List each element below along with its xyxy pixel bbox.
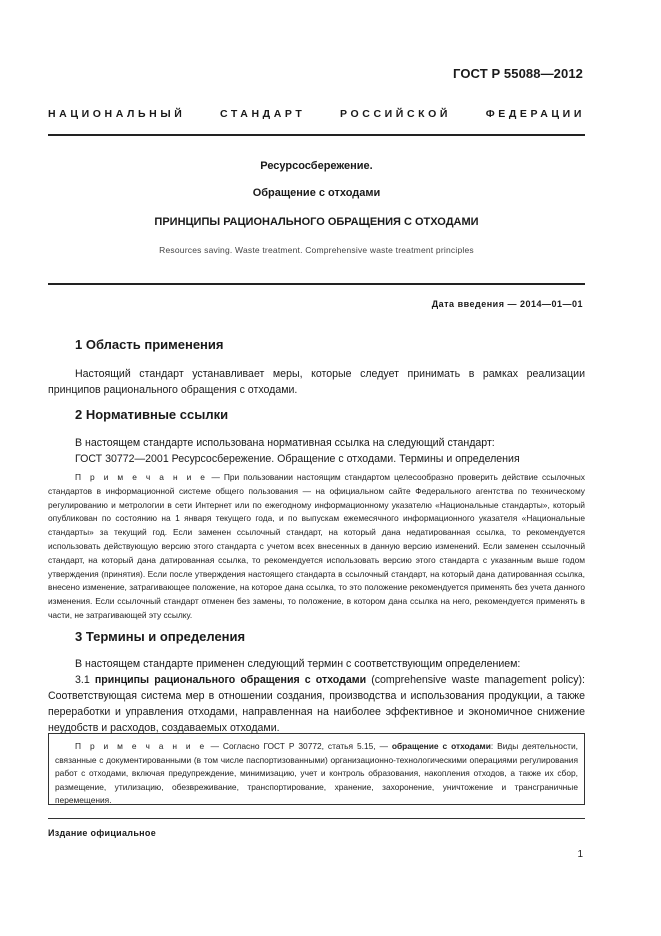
national-standard-word: ФЕДЕРАЦИИ — [485, 108, 585, 120]
page-number: 1 — [577, 849, 583, 860]
section-2-text — [48, 435, 585, 467]
section-2-line-1: В настоящем стандарте использована нормативная ссылка на следующий стандарт: — [75, 437, 495, 449]
section-2-line-2: ГОСТ 30772—2001 Ресурсосбережение. Обращение с отходами. Термины и определения — [75, 453, 520, 465]
title-divider — [48, 283, 585, 285]
section-3-line-1: В настоящем стандарте применен следующий термин с соответствующим определением: — [75, 658, 521, 670]
section-2-note — [48, 471, 585, 623]
section-3-text — [48, 656, 585, 736]
title-line-1: Ресурсосбережение. — [260, 160, 373, 172]
section-1-text — [48, 366, 585, 398]
footer-divider — [48, 818, 585, 819]
note-label: П р и м е ч а н и е — [75, 472, 208, 482]
section-1-paragraph: Настоящий стандарт устанавливает меры, которые следует принимать в рамках реализации принципов рационального обращения с отходами. — [48, 368, 585, 396]
edition-label: Издание официальное — [48, 828, 157, 838]
section-3-heading: 3 Термины и определения — [75, 629, 246, 644]
standard-number: ГОСТ Р 55088—2012 — [453, 66, 583, 81]
national-standard-word: НАЦИОНАЛЬНЫЙ — [48, 108, 186, 120]
term-number: 3.1 — [75, 674, 95, 686]
national-standard-heading — [48, 108, 585, 120]
note-text: — При пользовании настоящим стандартом целесообразно проверить действие ссылочных стандартов в информационной системе общего пользования — на официальном сайте Федерального агентства по техническому регулированию и метрологии в сети Интернет или по ежегодному информационному указателю «Национальные стандарты», который опубликован по состоянию на 1 января текущего года, и по выпускам ежемесячного информационного указателя «Национальные стандарты» за текущий год. Если заменен ссылочный стандарт, на который дана недатированная ссылка, то рекомендуется использовать действующую версию этого стандарта с учетом всех внесенных в данную версию изменений. Если заменен ссылочный стандарт, на который дана датированная ссылка, то рекомендуется использовать версию этого стандарта с указанным выше годом утверждения (принятия). Если после утверждения настоящего стандарта в ссылочный стандарт, на который дана датированная ссылка, внесено изменение, затрагивающее положение, на которое дана ссылка, то это положение рекомендуется применять без учета данного изменения. Если ссылочный стандарт отменен без замены, то положение, в котором дана ссылка на него, рекомендуется применять в части, не затрагивающей эту ссылку. — [48, 472, 585, 620]
section-2-heading: 2 Нормативные ссылки — [75, 407, 229, 422]
box-note-text: : Виды деятельности, связанные с документированными (в том числе паспортизованными) организационно-технологическими операциями регулирования работ с отходами, включая предупреждение, минимизацию, учет и контроль образования, накопления отходов, а также их сбор, размещение, утилизацию, обезвреживание, транспортирование, хранение, захоронение, уничтожение и трансграничные перемещения. — [55, 741, 578, 806]
national-standard-word: РОССИЙСКОЙ — [340, 108, 452, 120]
term: принципы рационального обращения с отходами — [94, 674, 367, 686]
box-note-pre: — Согласно ГОСТ Р 30772, статья 5.15, — — [206, 741, 392, 751]
title-english: Resources saving. Waste treatment. Comprehensive waste treatment principles — [159, 245, 474, 255]
introduction-date: Дата введения — 2014—01—01 — [431, 299, 583, 309]
box-note-label: П р и м е ч а н и е — [75, 741, 207, 751]
section-1-heading: 1 Область применения — [75, 337, 224, 352]
term-note-box — [48, 733, 585, 805]
title-line-2: Обращение с отходами — [252, 187, 381, 199]
term-definition: (comprehensive waste management policy): Соответствующая система мер в отношении создания, производства и использования продукции, а также переработки и управления отходами, направленная на наиболее эффективное и экономичное снижение неудобств и расходов, создаваемых отходами. — [48, 674, 585, 734]
title-line-3: ПРИНЦИПЫ РАЦИОНАЛЬНОГО ОБРАЩЕНИЯ С ОТХОДАМИ — [154, 216, 479, 228]
national-standard-word: СТАНДАРТ — [220, 108, 306, 120]
box-term: обращение с отходами — [391, 741, 491, 751]
header-divider — [48, 134, 585, 136]
